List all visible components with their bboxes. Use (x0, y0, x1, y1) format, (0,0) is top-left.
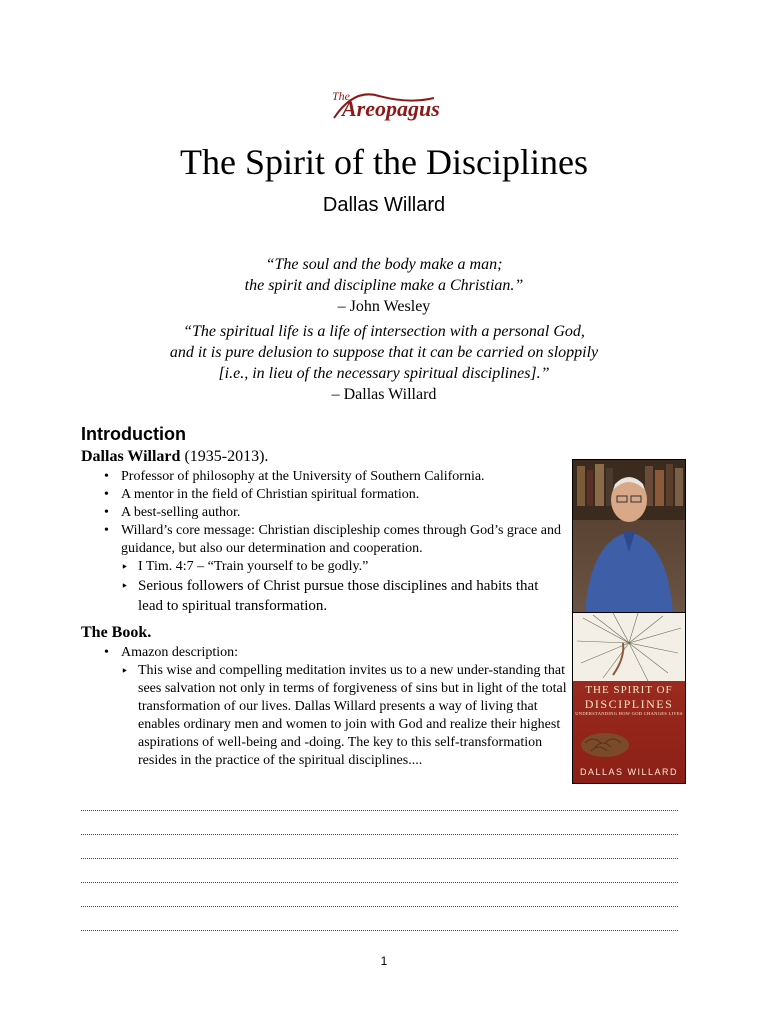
author-photo-image (573, 460, 685, 612)
book-cover-art (573, 613, 685, 683)
page-author: Dallas Willard (322, 194, 446, 216)
quote-attribution: – Dallas Willard (331, 386, 437, 403)
quote-line: and it is pure delusion to suppose that it can be carried on sloppily (169, 344, 599, 361)
book-cover-subtitle: UNDERSTANDING HOW GOD CHANGES LIVES (575, 711, 683, 716)
subheading-the-book: The Book. (81, 624, 152, 641)
list-item: • A mentor in the field of Christian spiritual formation. (104, 486, 564, 504)
subheading-dates: (1935-2013). (180, 448, 269, 465)
intro-bullet-list (104, 468, 564, 616)
book-sub-list (121, 662, 574, 770)
list-item (104, 644, 574, 770)
page-title: The Spirit of the Disciplines (180, 142, 588, 182)
intro-sub-list (121, 558, 564, 616)
book-bullet-list (104, 644, 574, 770)
quote-line: “The soul and the body make a man; (265, 256, 503, 273)
note-line (81, 858, 678, 859)
list-item: • A best-selling author. (104, 504, 564, 522)
quote-line: [i.e., in lieu of the necessary spiritual disciplines].” (218, 365, 550, 382)
list-item (104, 522, 564, 616)
quote-attribution: – John Wesley (337, 298, 431, 315)
book-cover (572, 612, 686, 784)
sub-list-item: ‣ I Tim. 4:7 – “Train yourself to be godly.” (121, 558, 564, 576)
page-number: 1 (380, 954, 388, 968)
subheading-name: Dallas Willard (81, 448, 181, 465)
book-cover-author: DALLAS WILLARD (579, 767, 679, 777)
note-line (81, 834, 678, 835)
note-line (81, 930, 678, 931)
svg-text:Areopagus: Areopagus (342, 96, 440, 121)
book-cover-title-top: THE SPIRIT OF (585, 684, 673, 696)
sub-list-item: ‣ Serious followers of Christ pursue those disciplines and habits that lead to spiritual transformation. (121, 576, 564, 616)
quote-willard (0, 321, 768, 405)
subheading-dallas-willard (81, 448, 268, 466)
note-line (81, 906, 678, 907)
svg-text:The: The (332, 89, 350, 103)
author-photo (572, 459, 686, 613)
quote-wesley (0, 254, 768, 317)
note-line (81, 882, 678, 883)
list-item-text: Amazon description: (121, 645, 239, 660)
quote-line: “The spiritual life is a life of intersection with a personal God, (183, 323, 585, 340)
quote-line: the spirit and discipline make a Christian.” (244, 277, 524, 294)
list-item-text: Willard’s core message: Christian discipleship comes through God’s grace and guidance, but also our determination and cooperation. (121, 523, 561, 556)
section-heading-introduction: Introduction (81, 424, 186, 444)
note-line (81, 810, 678, 811)
book-cover-title-main: DISCIPLINES (584, 697, 674, 711)
areopagus-logo-mark (324, 78, 444, 128)
book-cover-pinecone (573, 725, 685, 765)
areopagus-logo (0, 78, 768, 133)
book-description: ‣ This wise and compelling meditation invites us to a new under-standing that sees salvation not only in terms of forgiveness of sins but in light of the total transformation of our lives. Dallas Willard presents a way of living that enables ordinary men and women to join with God and realize their highest aspirations of well-being and -doing. The key to this self-transformation resides in the practice of the spiritual disciplines.... (121, 662, 574, 770)
list-item: • Professor of philosophy at the University of Southern California. (104, 468, 564, 486)
